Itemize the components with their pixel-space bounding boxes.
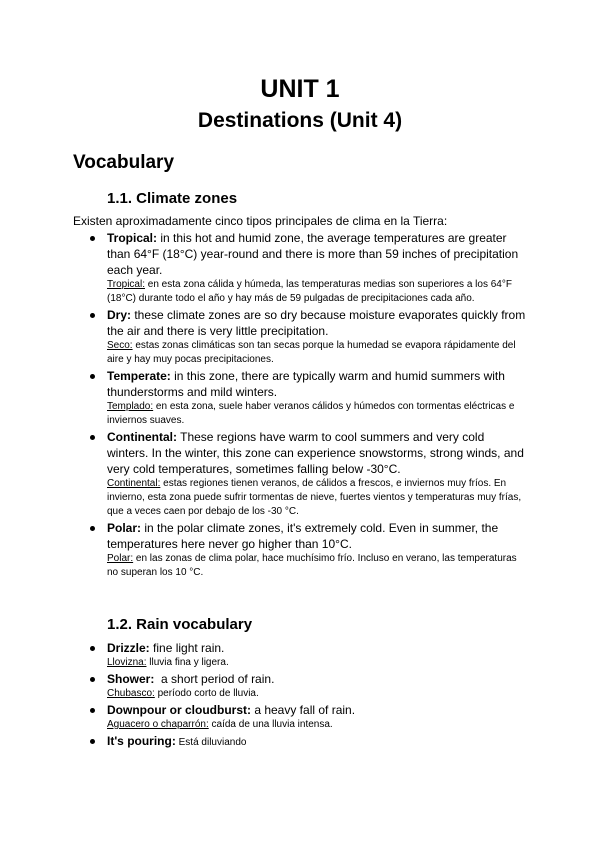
term: It's pouring: — [107, 734, 176, 748]
translation: caída de una lluvia intensa. — [208, 719, 333, 730]
climate-intro: Existen aproximadamente cinco tipos principales de clima en la Tierra: — [73, 214, 448, 228]
list-item — [0, 640, 527, 670]
translation-term: Aguacero o chaparrón: — [107, 719, 209, 730]
term: Polar: — [107, 521, 142, 535]
translation-term: Templado: — [107, 401, 154, 412]
rain-list — [0, 640, 527, 751]
term: Continental: — [107, 430, 177, 444]
translation-term: Seco: — [107, 340, 133, 351]
definition: in this zone, there are typically warm and humid summers with thunderstorms and mild winters. — [107, 369, 505, 399]
translation: estas regiones tienen veranos, de cálidos a frescos, e inviernos muy fríos. En invierno, esta zona puede sufrir tormentas de nieve, fuertes vientos y temperaturas muy frías, que a veces caen por debajo de los -30 °C. — [107, 478, 522, 517]
definition: fine light rain. — [149, 641, 225, 655]
list-item — [0, 368, 527, 428]
translation: estas zonas climáticas son tan secas porque la humedad se evapora rápidamente del aire y hay muy pocas precipitaciones. — [107, 340, 516, 365]
page-title: UNIT 1 — [260, 75, 340, 103]
page-subtitle: Destinations (Unit 4) — [197, 109, 403, 132]
term: Drizzle: — [107, 641, 150, 655]
list-item — [0, 307, 527, 367]
term: Tropical: — [107, 231, 158, 245]
translation-term: Llovizna: — [107, 657, 147, 668]
term: Temperate: — [107, 369, 171, 383]
rain-vocabulary-heading: 1.2. Rain vocabulary — [107, 616, 253, 633]
translation: en esta zona cálida y húmeda, las temperaturas medias son superiores a los 64°F (18°C) durante todo el año y hay más de 59 pulgadas de precipitaciones cada año. — [107, 279, 512, 304]
list-item — [0, 520, 527, 580]
translation: en esta zona, suele haber veranos cálidos y húmedos con tormentas eléctricas e inviernos suaves. — [107, 401, 515, 426]
term: Downpour or cloudburst: — [107, 703, 251, 717]
translation-term: Chubasco: — [107, 688, 155, 699]
translation-term: Tropical: — [107, 279, 145, 290]
climate-zones-heading: 1.1. Climate zones — [107, 190, 238, 207]
vocabulary-heading: Vocabulary — [73, 152, 175, 173]
list-item — [0, 733, 527, 751]
translation-term: Polar: — [107, 553, 134, 564]
translation: período corto de lluvia. — [154, 688, 259, 699]
climate-list — [0, 230, 527, 581]
term: Dry: — [107, 308, 132, 322]
list-item — [0, 702, 527, 732]
term: Shower: — [107, 672, 155, 686]
definition: Está diluviando — [175, 737, 247, 748]
translation: lluvia fina y ligera. — [146, 657, 229, 668]
definition: These regions have warm to cool summers and very cold winters. In the winter, this zone can experience snowstorms, strong winds, and very cold temperatures, sometimes falling below -30°C. — [107, 430, 524, 476]
definition: a short period of rain. — [154, 672, 275, 686]
translation-term: Continental: — [107, 478, 161, 489]
definition: a heavy fall of rain. — [250, 703, 356, 717]
list-item — [0, 671, 527, 701]
translation: en las zonas de clima polar, hace muchísimo frío. Incluso en verano, las temperaturas no superan los 10 °C. — [107, 553, 517, 578]
list-item — [0, 230, 527, 306]
list-item — [0, 429, 527, 519]
definition: these climate zones are so dry because moisture evaporates quickly from the air and there is very little precipitation. — [107, 308, 526, 338]
definition: in this hot and humid zone, the average temperatures are greater than 64°F (18°C) year-round and there is more than 59 inches of precipitation each year. — [107, 231, 519, 277]
definition: in the polar climate zones, it's extremely cold. Even in summer, the temperatures here never go higher than 10°C. — [107, 521, 499, 551]
